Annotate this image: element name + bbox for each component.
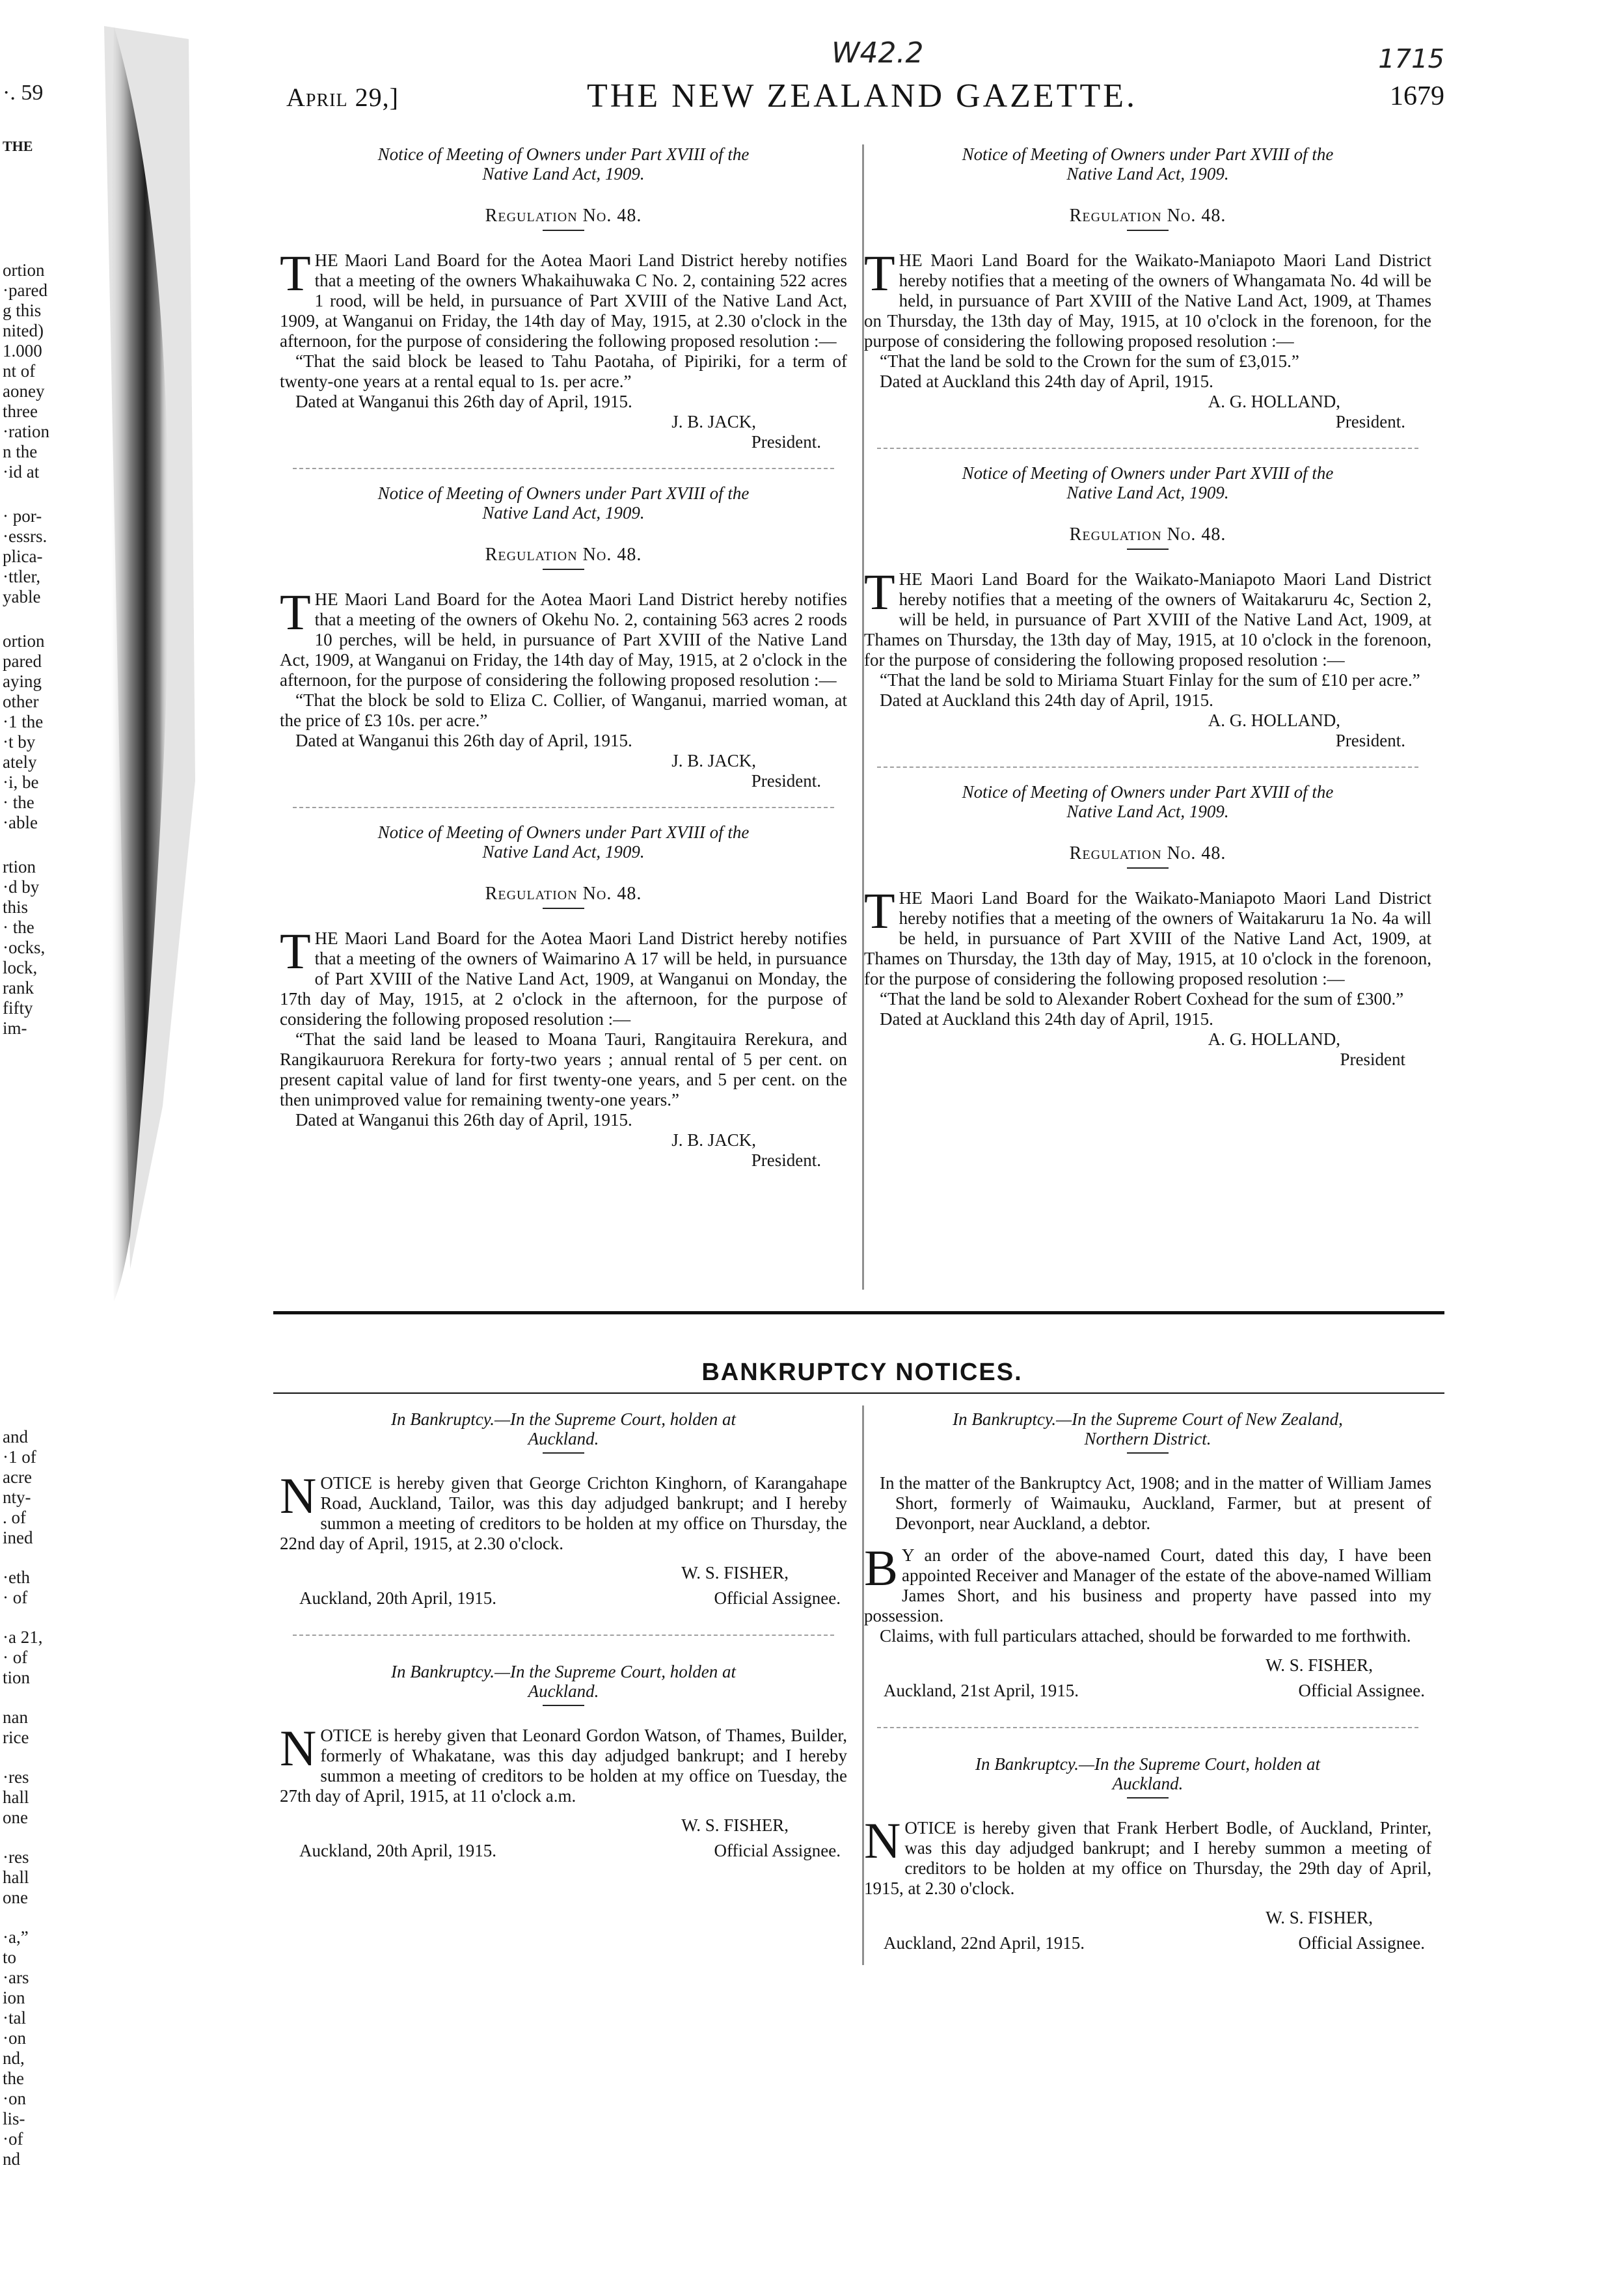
gutter-fragment: ·of [3,2129,23,2149]
regulation-number: Regulation No. 48. [1069,524,1226,545]
gutter-fragment: hall [3,1787,29,1807]
gutter-fragment: nan [3,1707,28,1727]
page-header [280,36,1444,122]
signatory-title: President [1340,1050,1405,1069]
regulation-number: Regulation No. 48. [1069,206,1226,226]
notice-separator [877,1727,1418,1728]
gutter-fragment: to [3,1948,17,1967]
assignee-title: Official Assignee. [1298,1681,1425,1700]
signatory-title: President. [751,771,821,791]
drop-cap: T [864,245,895,301]
gutter-fragment: rtion [3,857,36,876]
drop-cap: N [864,1812,901,1869]
notice-body-text: HE Maori Land Board for the Aotea Maori Land District hereby notifies that a meeting of the owners of Okehu No. 2, containing 563 acres 2 roods 10 perches, will be held, in pursuance of Part XVIII of the Native Land Act, 1909, at Wanganui on Friday, the 14th day of May, 1915, at 2 o'clock in the afternoon, for the purpose of considering the following proposed resolution :— [280,590,847,690]
regulation-number: Regulation No. 48. [485,884,642,904]
dated-line: Dated at Wanganui this 26th day of April, 1915. [295,392,632,411]
short-rule [543,1452,584,1454]
dated-line: Dated at Auckland this 24th day of April, 1915. [880,372,1213,391]
signatory-name: A. G. HOLLAND, [1208,1029,1340,1049]
gutter-fragment: ·a,” [3,1927,29,1947]
gutter-fragment: this [3,897,29,917]
notice-heading: Notice of Meeting of Owners under Part XVIII of the [962,782,1334,802]
notice-separator [877,448,1418,449]
bankruptcy-notice [864,1754,1431,1953]
short-rule [1127,1797,1169,1798]
gutter-fragment: lock, [3,958,38,977]
notice-heading-act: Native Land Act, 1909. [1066,164,1229,183]
notice-body [280,923,847,1029]
notice-body-text: HE Maori Land Board for the Waikato-Maniapoto Maori Land District hereby notifies that a meeting of the owners of Waitakaruru 4c, Section 2, will be held, in pursuance of Part XVIII of the Native Land Act, 1909, at Thames on Thursday, the 13th day of May, 1915, at 10 o'clock in the forenoon, for the purpose of considering the following proposed resolution :— [864,569,1431,670]
gutter-fragment: ·res [3,1767,29,1787]
short-rule [1127,1452,1169,1454]
notice-heading-act: Native Land Act, 1909. [482,503,645,522]
signatory-name: A. G. HOLLAND, [1208,392,1340,411]
gutter-fragment: g this [3,301,42,320]
drop-cap: B [864,1540,899,1596]
section-title-rule [273,1392,1444,1394]
assignee-title: Official Assignee. [714,1841,841,1860]
gutter-fragment: ·eth [3,1568,30,1587]
gutter-fragment: ined [3,1528,33,1547]
right-notices-column [864,144,1431,1070]
gutter-fragment: ·ocks, [3,938,46,957]
gutter-fragment: ·able [3,813,38,832]
notice-heading: Notice of Meeting of Owners under Part XVIII of the [962,144,1334,164]
gutter-fragment: pared [3,651,42,671]
bankruptcy-notice [864,1409,1431,1701]
dated-line: Dated at Auckland this 24th day of April, 1915. [880,690,1213,710]
gutter-fragment: one [3,1888,28,1907]
gutter-fragment: nd [3,2149,20,2169]
short-rule [543,569,584,570]
bankruptcy-body [280,1720,847,1806]
proposed-resolution: “That the land be sold to Miriama Stuart Finlay for the sum of £10 per acre.” [880,670,1420,690]
proposed-resolution: “That the said land be leased to Moana Tauri, Rangitauira Rerekura, and Rangikauruora Rerekura for forty-two years ; annual rental of 5 per cent. on present capital value of land for first twenty-one years, and 5 per cent. on the then unimproved value for remaining twenty-one years.” [280,1029,847,1109]
assignee-name: W. S. FISHER, [1265,1655,1373,1675]
dated-line: Dated at Auckland this 24th day of April, 1915. [880,1009,1213,1029]
dated-line: Dated at Wanganui this 26th day of April, 1915. [295,1110,632,1130]
header-date: April 29,] [286,83,399,112]
gutter-fragment: ·a 21, [3,1627,43,1647]
bankruptcy-heading-court: Northern District. [1084,1429,1211,1448]
notice-heading: Notice of Meeting of Owners under Part XVIII of the [377,144,750,164]
claims-paragraph: Claims, with full particulars attached, should be forwarded to me forthwith. [880,1626,1411,1646]
bankruptcy-body [864,1540,1431,1626]
gutter-fragment: · por- [3,506,42,526]
maori-land-notice [864,463,1431,751]
place-date: Auckland, 20th April, 1915. [299,1588,496,1608]
proposed-resolution: “That the land be sold to Alexander Robert Coxhead for the sum of £300.” [880,989,1404,1009]
bankruptcy-heading-court: Auckland. [528,1681,599,1701]
gutter-fragment: nty- [3,1487,31,1507]
notice-heading-act: Native Land Act, 1909. [1066,483,1229,502]
binding-gutter [0,0,195,2280]
gutter-fragment: ·essrs. [3,526,47,546]
left-notices-column [280,144,847,1171]
notice-body [864,245,1431,351]
gutter-fragment: fifty [3,998,33,1018]
handwritten-folio: 1715 [1378,44,1444,74]
bankruptcy-footer [280,1841,847,1861]
gutter-fragment: tion [3,1668,31,1687]
notice-body-text: HE Maori Land Board for the Aotea Maori Land District hereby notifies that a meeting of the owners Whakaihuwaka C No. 2, containing 522 acres 1 rood, will be held, in pursuance of Part XVIII of the Native Land Act, 1909, at Wanganui on Friday, the 14th day of May, 1915, at 2.30 o'clock in the afternoon, for the purpose of considering the following proposed resolution :— [280,251,847,351]
gutter-fragment: nt of [3,361,36,381]
bankruptcy-heading: In Bankruptcy.—In the Supreme Court of New Zealand, [953,1409,1343,1429]
gutter-fragment: ·ttler, [3,567,41,586]
gutter-fragment: acre [3,1467,32,1487]
gutter-fragment: · the [3,793,34,812]
notice-heading: Notice of Meeting of Owners under Part XVIII of the [377,822,750,842]
proposed-resolution: “That the land be sold to the Crown for the sum of £3,015.” [880,351,1299,371]
signatory-title: President. [751,432,821,452]
notice-heading-act: Native Land Act, 1909. [482,842,645,862]
bankruptcy-body-text: OTICE is hereby given that Frank Herbert Bodle, of Auckland, Printer, was this day adjudged bankrupt; and I hereby summon a meeting of creditors to be holden at my office on Thursday, the 29th day of April, 1915, at 2.30 o'clock. [864,1818,1431,1898]
bankruptcy-heading-court: Auckland. [528,1429,599,1448]
signatory-title: President. [1335,731,1405,750]
regulation-number: Regulation No. 48. [485,545,642,565]
gutter-fragment: plica- [3,547,43,566]
short-rule [543,1705,584,1706]
notice-heading-act: Native Land Act, 1909. [482,164,645,183]
gutter-fragment: ·ration [3,422,49,441]
gutter-fragment: ·i, be [3,772,39,792]
short-rule [543,230,584,231]
gutter-fragment: im- [3,1018,27,1038]
header-page-number: 1679 [1390,81,1444,111]
proposed-resolution: “That the block be sold to Eliza C. Collier, of Wanganui, married woman, at the price of £3 10s. per acre.” [280,690,847,730]
gutter-fragment: aying [3,672,42,691]
drop-cap: T [864,882,895,939]
bankruptcy-right-column [864,1409,1431,1953]
notice-body-text: HE Maori Land Board for the Waikato-Maniapoto Maori Land District hereby notifies that a meeting of the owners of Whangamata No. 4d will be held, in pursuance of Part XVIII of the Native Land Act, 1909, at Thames on Thursday, the 13th day of May, 1915, at 10 o'clock in the forenoon, for the purpose of considering the following proposed resolution :— [864,251,1431,351]
gutter-fragment: · the [3,917,34,937]
bankruptcy-footer [864,1681,1431,1701]
assignee-name: W. S. FISHER, [681,1815,789,1835]
drop-cap: N [280,1720,317,1776]
gutter-fragment: ·t by [3,732,36,752]
notice-separator [877,767,1418,768]
gutter-page-number: ·. 59 [3,81,44,105]
signatory-name: J. B. JACK, [671,1130,756,1150]
gutter-fragment: ·1 of [3,1447,36,1467]
gutter-fragment: hall [3,1867,29,1887]
gutter-fragment: . of [3,1508,26,1527]
drop-cap: T [280,923,311,979]
assignee-title: Official Assignee. [714,1588,841,1608]
drop-cap: N [280,1467,317,1524]
gutter-fragment: nited) [3,321,44,340]
notice-separator [293,468,834,469]
gutter-fragment: ·on [3,2089,26,2108]
signatory-title: President. [751,1150,821,1170]
drop-cap: T [280,245,311,301]
bankruptcy-footer [864,1933,1431,1953]
gutter-fragment: ·on [3,2028,26,2048]
gutter-fragment: · of [3,1588,28,1607]
bankruptcy-body-text: OTICE is hereby given that George Crichton Kinghorn, of Karangahape Road, Auckland, Tailor, was this day adjudged bankrupt; and I hereby summon a meeting of creditors to be holden at my office on Thursday, the 22nd day of April, 1915, at 2.30 o'clock. [280,1473,847,1553]
notice-separator [293,807,834,808]
gutter-fragment: ·id at [3,462,40,482]
short-rule [543,908,584,909]
gutter-fragment: the [3,2069,24,2088]
gutter-fragment: nd, [3,2048,25,2068]
drop-cap: T [280,584,311,640]
bankruptcy-notice [280,1662,847,1861]
maori-land-notice [864,782,1431,1070]
gutter-fragment: rice [3,1728,29,1747]
gutter-fragment: other [3,692,39,711]
section-rule [273,1311,1444,1314]
notice-body-text: HE Maori Land Board for the Aotea Maori Land District hereby notifies that a meeting of the owners of Waimarino A 17 will be held, in pursuance of Part XVIII of the Native Land Act, 1909, at Wanganui on Monday, the 17th day of May, 1915, at 2 o'clock in the afternoon, for the purpose of considering the following proposed resolution :— [280,929,847,1029]
maori-land-notice [280,822,847,1171]
bankruptcy-section-title: BANKRUPTCY NOTICES. [701,1359,1023,1386]
place-date: Auckland, 22nd April, 1915. [884,1933,1085,1953]
bankruptcy-heading: In Bankruptcy.—In the Supreme Court, holden at [391,1662,736,1681]
notice-heading: Notice of Meeting of Owners under Part XVIII of the [377,483,750,503]
proposed-resolution: “That the said block be leased to Tahu Paotaha, of Pipiriki, for a term of twenty-one years at a rental equal to 1s. per acre.” [280,351,847,391]
dated-line: Dated at Wanganui this 26th day of April, 1915. [295,731,632,750]
regulation-number: Regulation No. 48. [1069,843,1226,863]
gutter-fragment: · of [3,1648,28,1667]
gutter-fragment: three [3,401,38,421]
gutter-fragment: ·1 the [3,712,44,731]
notice-body [864,882,1431,989]
maori-land-notice [280,483,847,791]
gutter-fragment: ion [3,1988,25,2007]
gutter-fragment: yable [3,587,41,606]
bankruptcy-heading: In Bankruptcy.—In the Supreme Court, holden at [975,1754,1320,1774]
place-date: Auckland, 21st April, 1915. [884,1681,1079,1700]
notice-body [280,245,847,351]
bankruptcy-notice [280,1409,847,1608]
assignee-name: W. S. FISHER, [681,1563,789,1582]
signatory-name: A. G. HOLLAND, [1208,711,1340,730]
gutter-fragment: ·ars [3,1968,29,1987]
gutter-fragment: ately [3,752,37,772]
gutter-fragment: aoney [3,381,45,401]
gutter-top-word: THE [3,138,33,154]
bankruptcy-body-text: OTICE is hereby given that Leonard Gordon Watson, of Thames, Builder, formerly of Whakatane, was this day adjudged bankrupt; and I hereby summon a meeting of creditors to be holden at my office on Tuesday, the 27th day of April, 1915, at 11 o'clock a.m. [280,1726,847,1806]
bankruptcy-heading-court: Auckland. [1112,1774,1184,1793]
assignee-title: Official Assignee. [1298,1933,1425,1953]
gutter-fragment: rank [3,978,34,998]
notice-body [864,563,1431,670]
bankruptcy-body-text: Y an order of the above-named Court, dated this day, I have been appointed Receiver and Manager of the estate of the above-named William James Short, and his business and property have passed into my possession. [864,1545,1431,1625]
gutter-fragment: ·pared [3,280,47,300]
maori-land-notice [864,144,1431,432]
maori-land-notice [280,144,847,452]
bankruptcy-left-column [280,1409,847,1861]
gutter-fragment: ortion [3,260,45,280]
matter-paragraph: In the matter of the Bankruptcy Act, 1908; and in the matter of William James Short, formerly of Waimauku, Auckland, Farmer, but at present of Devonport, near Auckland, a debtor. [880,1473,1431,1533]
gutter-fragment: ortion [3,631,45,651]
gutter-fragment: 1.000 [3,341,42,360]
header-title: THE NEW ZEALAND GAZETTE. [587,77,1137,115]
short-rule [1127,867,1169,869]
notice-body [280,584,847,690]
short-rule [1127,549,1169,550]
gutter-fragment: ·tal [3,2008,26,2028]
notice-heading-act: Native Land Act, 1909. [1066,802,1229,821]
drop-cap: T [864,563,895,620]
notice-heading: Notice of Meeting of Owners under Part XVIII of the [962,463,1334,483]
notice-separator [293,1635,834,1636]
gutter-fragment: and [3,1427,28,1446]
signatory-title: President. [1335,412,1405,431]
bankruptcy-body [864,1812,1431,1899]
gutter-fragment: ·d by [3,877,40,897]
place-date: Auckland, 20th April, 1915. [299,1841,496,1860]
signatory-name: J. B. JACK, [671,412,756,431]
notice-body-text: HE Maori Land Board for the Waikato-Maniapoto Maori Land District hereby notifies that a meeting of the owners of Waitakaruru 1a No. 4a will be held, in pursuance of Part XVIII of the Native Land Act, 1909, at Thames on Thursday, the 13th day of May, 1915, at 10 o'clock in the forenoon, for the purpose of considering the following proposed resolution :— [864,888,1431,988]
bankruptcy-footer [280,1588,847,1608]
gutter-fragment: one [3,1808,28,1827]
gutter-fragment: n the [3,442,38,461]
bankruptcy-heading: In Bankruptcy.—In the Supreme Court, holden at [391,1409,736,1429]
bankruptcy-body [280,1467,847,1554]
signatory-name: J. B. JACK, [671,751,756,770]
regulation-number: Regulation No. 48. [485,206,642,226]
assignee-name: W. S. FISHER, [1265,1908,1373,1927]
gutter-fragment: ·res [3,1847,29,1867]
gutter-fragment: lis- [3,2109,25,2128]
short-rule [1127,230,1169,231]
handwritten-reference: W42.2 [832,36,924,70]
